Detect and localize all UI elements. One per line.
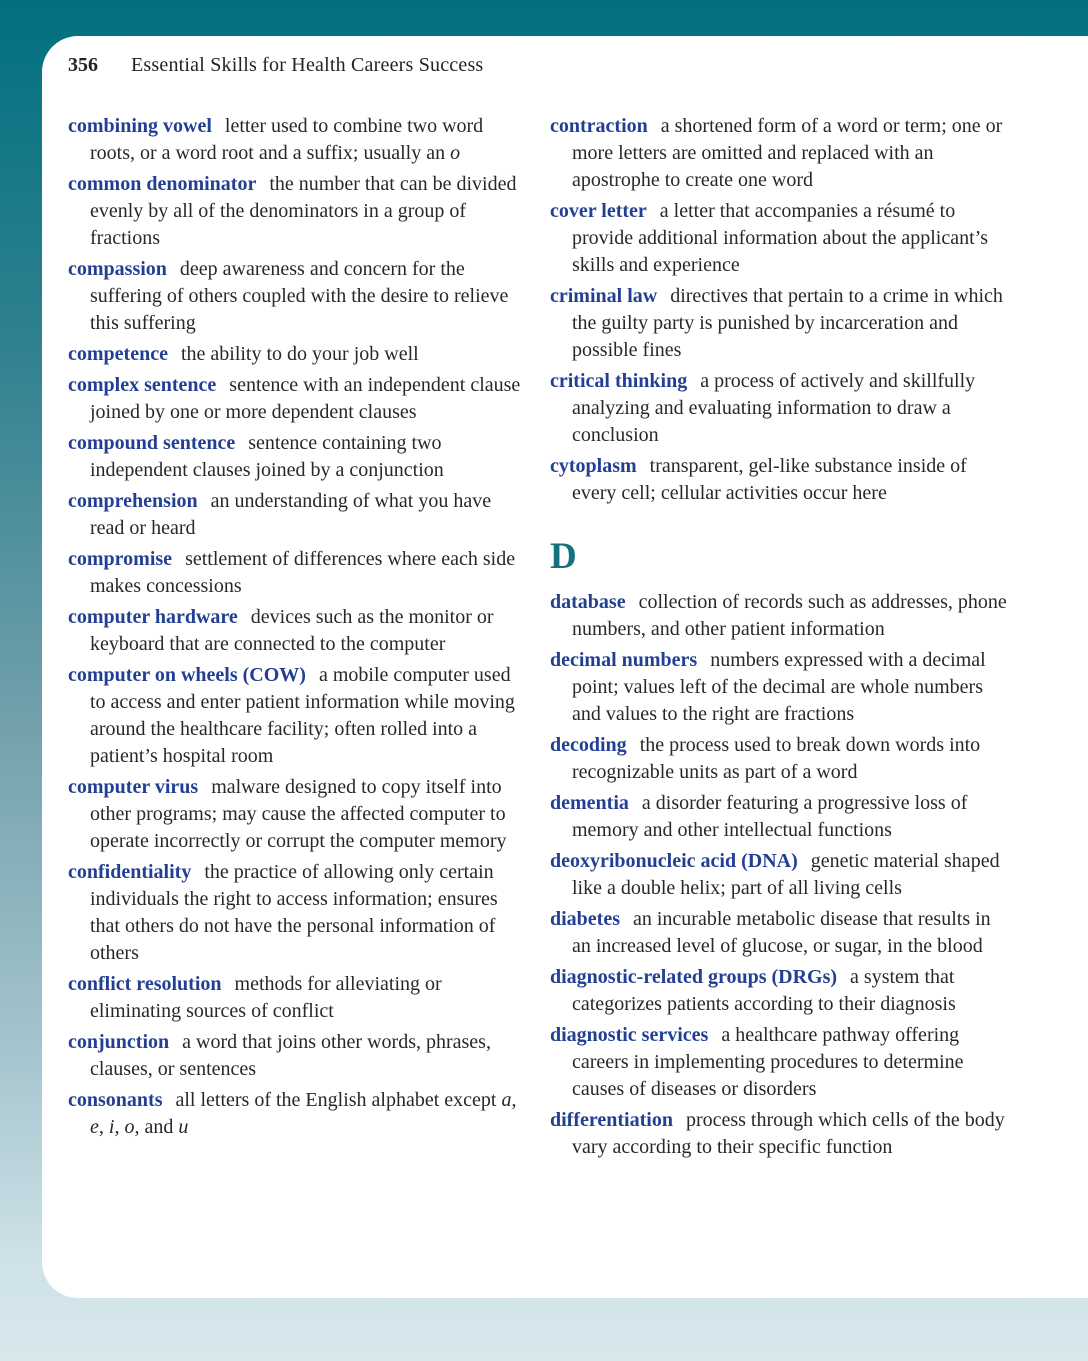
page-number: 356 xyxy=(68,54,98,76)
glossary-entry xyxy=(550,283,1012,364)
entry-definition: methods for alleviating or eliminating sources of conflict xyxy=(90,973,442,1022)
glossary-entry xyxy=(550,368,1012,449)
entry-term: compound sentence xyxy=(68,432,236,454)
entry-definition: the process used to break down words into recognizable units as part of a word xyxy=(572,734,981,783)
entry-term: diagnostic services xyxy=(550,1024,709,1046)
entry-definition: devices such as the monitor or keyboard that are connected to the computer xyxy=(90,606,494,655)
entry-definition: the number that can be divided evenly by all of the denominators in a group of fractions xyxy=(90,173,517,249)
entry-definition: malware designed to copy itself into other programs; may cause the affected computer to operate incorrectly or corrupt the computer memory xyxy=(90,776,507,852)
glossary-entry xyxy=(550,1022,1012,1103)
entry-term: confidentiality xyxy=(68,861,192,883)
entry-term: cytoplasm xyxy=(550,455,637,477)
glossary-entry xyxy=(550,647,1012,728)
entry-definition: letter used to combine two word roots, or a word root and a suffix; usually an o xyxy=(90,115,484,164)
entry-term: computer virus xyxy=(68,776,199,798)
glossary-entry xyxy=(550,453,1012,507)
entry-definition: an incurable metabolic disease that results in an increased level of glucose, or sugar, in the blood xyxy=(572,908,991,957)
glossary-entry xyxy=(550,848,1012,902)
glossary-entry xyxy=(68,171,530,252)
glossary-entry xyxy=(68,256,530,337)
entry-definition: sentence containing two independent clauses joined by a conjunction xyxy=(90,432,444,481)
entry-definition: a healthcare pathway offering careers in implementing procedures to determine causes of diseases or disorders xyxy=(572,1024,964,1100)
entry-term: diagnostic-related groups (DRGs) xyxy=(550,966,838,988)
glossary-entry xyxy=(550,964,1012,1018)
glossary-entry xyxy=(68,662,530,770)
entry-definition: a disorder featuring a progressive loss of memory and other intellectual functions xyxy=(572,792,968,841)
entry-term: computer hardware xyxy=(68,606,238,628)
entry-term: compassion xyxy=(68,258,167,280)
entry-definition: sentence with an independent clause joined by one or more dependent clauses xyxy=(90,374,521,423)
glossary-entry xyxy=(68,859,530,967)
glossary-entry xyxy=(68,774,530,855)
entry-definition: a letter that accompanies a résumé to provide additional information about the applicant’s skills and experience xyxy=(572,200,989,276)
glossary-entry xyxy=(550,198,1012,279)
entry-definition: genetic material shaped like a double helix; part of all living cells xyxy=(572,850,1000,899)
entry-term: differentiation xyxy=(550,1109,673,1131)
glossary-entry xyxy=(68,1029,530,1083)
glossary-entry xyxy=(68,546,530,600)
glossary-column-right xyxy=(550,113,1012,1165)
entry-definition: the practice of allowing only certain individuals the right to access information; ensures that others do not have the personal information of others xyxy=(90,861,498,964)
page-header xyxy=(68,52,1088,79)
entry-definition: a system that categorizes patients according to their diagnosis xyxy=(572,966,956,1015)
glossary-entry xyxy=(68,372,530,426)
entry-term: conflict resolution xyxy=(68,973,222,995)
entry-definition: directives that pertain to a crime in which the guilty party is punished by incarceration and possible fines xyxy=(572,285,1003,361)
entry-term: cover letter xyxy=(550,200,647,222)
glossary-entry xyxy=(550,906,1012,960)
entry-term: competence xyxy=(68,343,168,365)
glossary-entry xyxy=(68,604,530,658)
entry-term: diabetes xyxy=(550,908,620,930)
entry-definition: a shortened form of a word or term; one or more letters are omitted and replaced with an apostrophe to create one word xyxy=(572,115,1003,191)
entry-term: contraction xyxy=(550,115,648,137)
glossary-entry xyxy=(550,790,1012,844)
entry-term: critical thinking xyxy=(550,370,688,392)
glossary-entry xyxy=(68,488,530,542)
glossary-entry xyxy=(550,589,1012,643)
entry-definition: process through which cells of the body vary according to their specific function xyxy=(572,1109,1005,1158)
entry-definition: numbers expressed with a decimal point; values left of the decimal are whole numbers and values to the right are fractions xyxy=(572,649,986,725)
entry-definition: a process of actively and skillfully analyzing and evaluating information to draw a conclusion xyxy=(572,370,976,446)
glossary-entry xyxy=(68,341,530,368)
entry-definition: collection of records such as addresses, phone numbers, and other patient information xyxy=(572,591,1007,640)
glossary-columns xyxy=(68,113,1088,1165)
entry-term: computer on wheels (COW) xyxy=(68,664,306,686)
entry-term: database xyxy=(550,591,626,613)
entry-term: dementia xyxy=(550,792,629,814)
entry-definition: transparent, gel-like substance inside of every cell; cellular activities occur here xyxy=(572,455,967,504)
entry-definition: a word that joins other words, phrases, clauses, or sentences xyxy=(90,1031,491,1080)
entry-definition: all letters of the English alphabet except a, e, i, o, and u xyxy=(90,1089,517,1138)
entry-term: compromise xyxy=(68,548,173,570)
entry-term: consonants xyxy=(68,1089,163,1111)
entry-term: deoxyribonucleic acid (DNA) xyxy=(550,850,798,872)
entry-definition: deep awareness and concern for the suffering of others coupled with the desire to relieve this suffering xyxy=(90,258,509,334)
book-page xyxy=(42,36,1088,1298)
glossary-entry xyxy=(68,113,530,167)
entry-term: decoding xyxy=(550,734,627,756)
entry-term: conjunction xyxy=(68,1031,170,1053)
entry-term: criminal law xyxy=(550,285,658,307)
entry-term: decimal numbers xyxy=(550,649,698,671)
glossary-entry xyxy=(68,430,530,484)
glossary-entry xyxy=(550,1107,1012,1161)
section-letter-heading: D xyxy=(550,536,577,577)
entry-term: complex sentence xyxy=(68,374,217,396)
glossary-entry xyxy=(68,971,530,1025)
entry-term: combining vowel xyxy=(68,115,212,137)
entry-definition: the ability to do your job well xyxy=(180,343,419,365)
glossary-entry xyxy=(550,732,1012,786)
entry-definition: an understanding of what you have read or heard xyxy=(90,490,492,539)
glossary-entry xyxy=(550,113,1012,194)
entry-term: comprehension xyxy=(68,490,198,512)
glossary-column-left xyxy=(68,113,530,1165)
entry-definition: a mobile computer used to access and enter patient information while moving around the healthcare facility; often rolled into a patient’s hospital room xyxy=(90,664,515,767)
entry-term: common denominator xyxy=(68,173,257,195)
glossary-entry xyxy=(68,1087,530,1141)
entry-definition: settlement of differences where each side makes concessions xyxy=(90,548,516,597)
running-title: Essential Skills for Health Careers Success xyxy=(131,54,484,76)
